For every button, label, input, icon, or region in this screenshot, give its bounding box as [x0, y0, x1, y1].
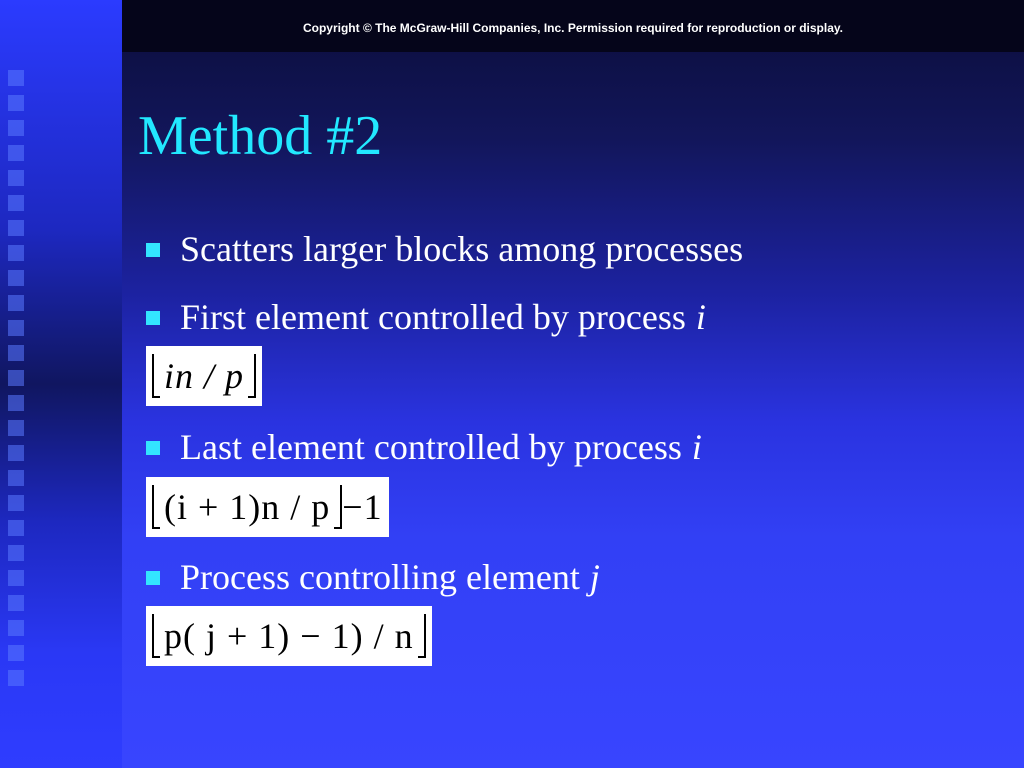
- decorative-tile: [8, 320, 24, 336]
- decorative-tile: [8, 95, 24, 111]
- formula-expression: (i + 1)n / p: [164, 487, 331, 527]
- decorative-tile: [8, 270, 24, 286]
- left-decorative-strip: [0, 0, 122, 768]
- bullet-text: First element controlled by process i: [180, 297, 706, 337]
- bullet-text: Last element controlled by process i: [180, 427, 702, 467]
- bullet-text: Process controlling element j: [180, 557, 600, 597]
- decorative-tile: [8, 595, 24, 611]
- square-bullet-icon: [146, 571, 160, 585]
- floor-right-bracket-icon: [418, 614, 426, 658]
- decorative-tile: [8, 520, 24, 536]
- decorative-tile: [8, 670, 24, 686]
- floor-right-bracket-icon: [248, 354, 256, 398]
- floor-left-bracket-icon: [152, 354, 160, 398]
- decorative-tile: [8, 145, 24, 161]
- bullet-text: Scatters larger blocks among processes: [180, 229, 744, 269]
- square-bullet-icon: [146, 243, 160, 257]
- square-bullet-icon: [146, 311, 160, 325]
- bullet-item: [146, 426, 702, 468]
- bullet-item: [146, 228, 743, 270]
- floor-left-bracket-icon: [152, 614, 160, 658]
- decorative-tile: [8, 245, 24, 261]
- decorative-tile: [8, 345, 24, 361]
- decorative-tile: [8, 395, 24, 411]
- decorative-tile: [8, 445, 24, 461]
- decorative-tile: [8, 570, 24, 586]
- floor-left-bracket-icon: [152, 485, 160, 529]
- decorative-tile: [8, 70, 24, 86]
- floor-right-bracket-icon: [334, 485, 342, 529]
- formula-expression: in / p: [164, 356, 245, 396]
- copyright-notice: Copyright © The McGraw-Hill Companies, Inc. Permission required for reproduction or display.: [302, 21, 844, 35]
- decorative-tile: [8, 295, 24, 311]
- decorative-tile: [8, 420, 24, 436]
- variable-i: i: [695, 297, 706, 337]
- formula-first-element: [146, 346, 262, 406]
- decorative-tile: [8, 545, 24, 561]
- formula-last-element: [146, 477, 389, 537]
- bullet-item: [146, 556, 600, 598]
- variable-i: i: [691, 427, 702, 467]
- square-bullet-icon: [146, 441, 160, 455]
- decorative-tile: [8, 170, 24, 186]
- decorative-tile: [8, 220, 24, 236]
- variable-j: j: [589, 557, 600, 597]
- decorative-tile: [8, 620, 24, 636]
- decorative-tile: [8, 470, 24, 486]
- decorative-tile: [8, 195, 24, 211]
- decorative-tile: [8, 120, 24, 136]
- bullet-item: [146, 296, 706, 338]
- decorative-tile: [8, 645, 24, 661]
- slide-title: Method #2: [138, 105, 383, 167]
- decorative-tile: [8, 495, 24, 511]
- formula-expression: p( j + 1) − 1) / n: [164, 616, 414, 656]
- decorative-tile: [8, 370, 24, 386]
- formula-process-controlling: [146, 606, 432, 666]
- formula-suffix: −1: [342, 487, 383, 527]
